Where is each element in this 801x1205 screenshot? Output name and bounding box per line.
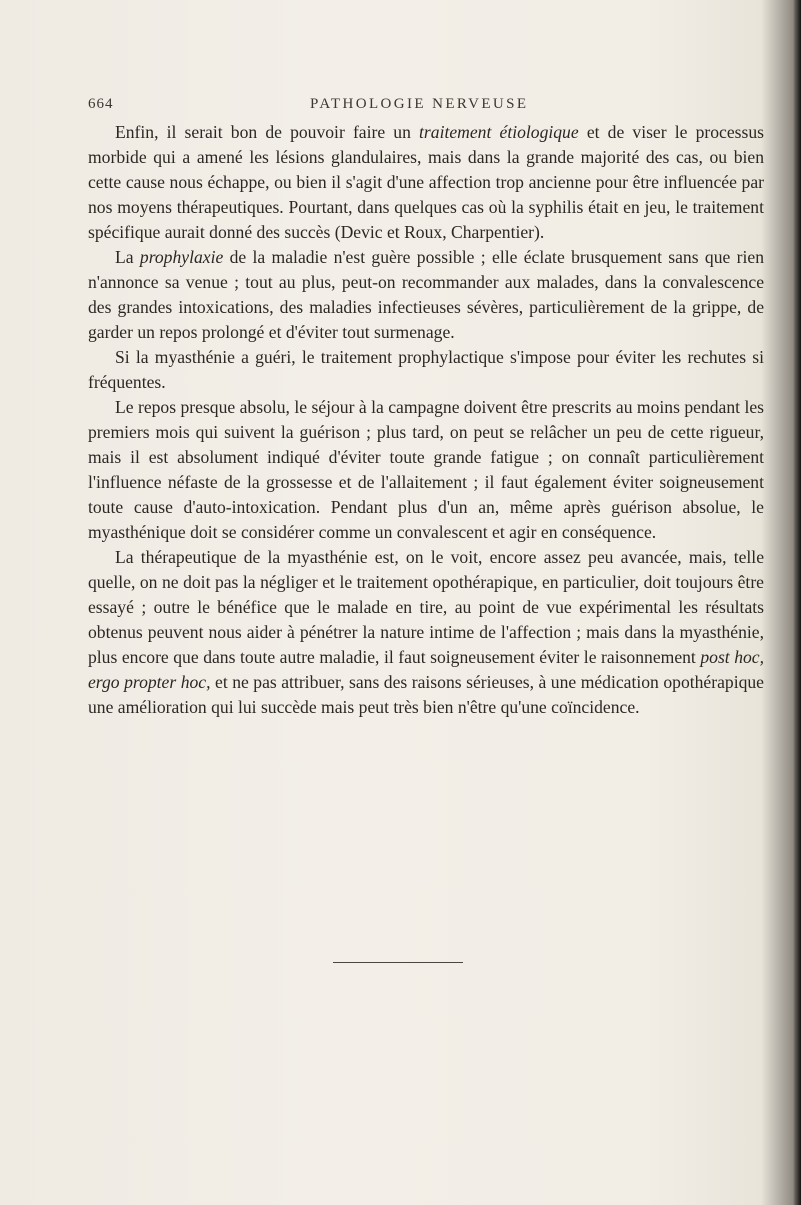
page-edge-shadow [793,0,801,1205]
paragraph-text: La [115,247,140,267]
paragraph-traitement-etiologique [88,120,764,245]
italic-term: prophylaxie [139,247,224,267]
italic-term: traitement étiologique [419,122,579,142]
paragraph-rechutes [88,345,764,395]
running-head [88,96,720,118]
body-text [88,120,764,720]
section-end-rule [333,962,463,963]
paragraph-text: Le repos presque absolu, le séjour à la campagne doivent être prescrits au moins pendant les premiers mois qui suivent la guérison ; plus tard, on peut se relâcher un peu de cette rigueur, mais il est absolument indiqué d'éviter toute grande fatigue ; on connaît particulièrement l'influence néfaste de la grossesse et de l'allaitement ; il faut également éviter soigneusement toute cause d'auto-intoxication. Pendant plus d'un an, même après guérison absolue, le myasthénique doit se considérer comme un convalescent et agir en conséquence. [88,397,764,542]
paragraph-text: et ne pas attribuer, sans des raisons sérieuses, à une médication opothérapique une amélioration qui lui succède mais peut très bien n'être qu'une coïncidence. [88,672,764,717]
paragraph-therapeutique [88,545,764,720]
italic-term: post hoc, ergo propter hoc, [88,647,764,692]
paragraph-text: La thérapeutique de la myasthénie est, on le voit, encore assez peu avancée, mais, telle quelle, on ne doit pas la négliger et le traitement opothérapique, en particulier, doit toujours être essayé ; outre le bénéfice que le malade en tire, au point de vue expérimental les résultats obtenus peuvent nous aider à pénétrer la nature intime de l'affection ; mais dans la myasthénie, plus encore que dans toute autre maladie, il faut soigneusement éviter le raisonnement [88,547,764,667]
page-number: 664 [88,96,114,112]
paragraph-text: de la maladie n'est guère possible ; elle éclate brusquement sans que rien n'annonce sa venue ; tout au plus, peut-on recommander aux malades, dans la convalescence des grandes intoxications, des maladies infectieuses sévères, particulièrement de la grippe, de garder un repos prolongé et d'éviter tout surmenage. [88,247,764,342]
paragraph-text: Si la myasthénie a guéri, le traitement prophylactique s'impose pour éviter les rechutes si fréquentes. [88,347,764,392]
paragraph-text: Enfin, il serait bon de pouvoir faire un [115,122,420,142]
paragraph-prophylaxie [88,245,764,345]
paragraph-repos [88,395,764,545]
paragraph-text: et de viser le processus morbide qui a amené les lésions glandulaires, mais dans la grande majorité des cas, ou bien cette cause nous échappe, ou bien il s'agit d'une affection trop ancienne pour être influencée par nos moyens thérapeutiques. Pourtant, dans quelques cas où la syphilis était en jeu, le traitement spécifique aurait donné des succès (Devic et Roux, Charpentier). [88,122,764,242]
running-head-title: PATHOLOGIE NERVEUSE [310,96,529,112]
